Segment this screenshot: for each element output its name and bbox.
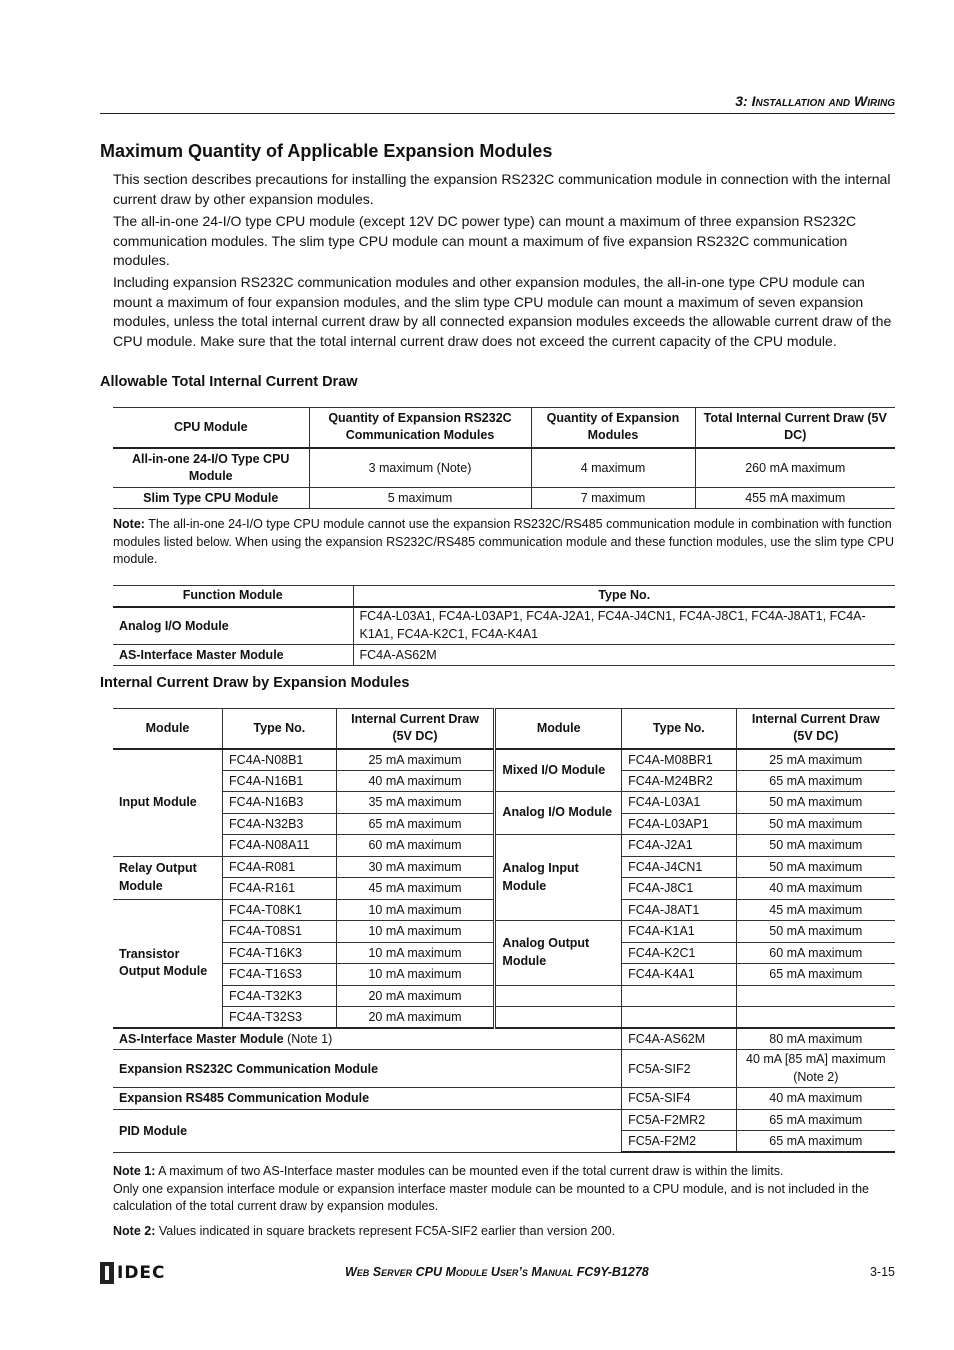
table-row xyxy=(113,921,895,943)
t1-header: Quantity of Expansion RS232C Communication Modules xyxy=(309,408,531,448)
t1-cell: 5 maximum xyxy=(309,488,531,509)
t3-current-draw: 40 mA maximum xyxy=(736,1088,895,1110)
t3-type-no: FC4A-L03AP1 xyxy=(622,813,737,835)
t3-type-no: FC4A-T16K3 xyxy=(223,942,337,964)
t2-cell: FC4A-AS62M xyxy=(353,645,895,666)
footer-title: Web Server CPU Module User’s Manual FC9Y-B1278 xyxy=(345,1265,649,1279)
note-text: Values indicated in square brackets represent FC5A-SIF2 earlier than version 200. xyxy=(155,1224,616,1238)
t3-empty-cell xyxy=(495,985,622,1007)
t3-module-name: AS-Interface Master Module xyxy=(119,1032,284,1046)
note-1 xyxy=(113,1163,896,1216)
t3-current-draw: 65 mA maximum xyxy=(736,1131,895,1153)
t3-module-wide xyxy=(113,1050,622,1088)
t3-current-draw: 80 mA maximum xyxy=(736,1028,895,1050)
t3-module-group: Mixed I/O Module xyxy=(495,749,622,792)
t3-current-draw: 30 mA maximum xyxy=(336,856,495,878)
t3-current-draw: 25 mA maximum xyxy=(736,749,895,771)
t2-cell: FC4A-L03A1, FC4A-L03AP1, FC4A-J2A1, FC4A-J4CN1, FC4A-J8C1, FC4A-J8AT1, FC4A-K1A1, FC4A-K2C1, FC4A-K4A1 xyxy=(353,607,895,645)
current-draw-table xyxy=(113,708,895,1153)
t3-type-no: FC4A-L03A1 xyxy=(622,792,737,814)
table-row xyxy=(113,1088,895,1110)
t3-type-no: FC5A-F2MR2 xyxy=(622,1109,737,1131)
t3-type-no: FC4A-K2C1 xyxy=(622,942,737,964)
t1-header: Quantity of Expansion Modules xyxy=(531,408,695,448)
t1-cell: 260 mA maximum xyxy=(695,448,895,488)
note-label: Note: xyxy=(113,517,145,531)
t3-type-no: FC4A-AS62M xyxy=(622,1028,737,1050)
t3-type-no: FC4A-N16B3 xyxy=(223,792,337,814)
t3-module-note: (Note 1) xyxy=(283,1032,333,1046)
t3-type-no: FC4A-N08B1 xyxy=(223,749,337,771)
function-module-table xyxy=(113,585,895,666)
t1-cell: All-in-one 24-I/O Type CPU Module xyxy=(113,448,309,488)
t3-type-no: FC4A-T08K1 xyxy=(223,899,337,921)
t3-module-group: Input Module xyxy=(113,749,223,857)
t1-cell: 3 maximum (Note) xyxy=(309,448,531,488)
t3-type-no: FC4A-J2A1 xyxy=(622,835,737,857)
t1-cell: 4 maximum xyxy=(531,448,695,488)
t3-type-no: FC4A-T16S3 xyxy=(223,964,337,986)
t3-current-draw: 60 mA maximum xyxy=(336,835,495,857)
t3-current-draw: 40 mA [85 mA] maximum (Note 2) xyxy=(736,1050,895,1088)
t3-type-no: FC4A-J8AT1 xyxy=(622,899,737,921)
t1-cell: Slim Type CPU Module xyxy=(113,488,309,509)
t3-module-wide xyxy=(113,1028,622,1050)
t3-header: Module xyxy=(113,709,223,749)
t3-current-draw: 35 mA maximum xyxy=(336,792,495,814)
t3-type-no: FC4A-K4A1 xyxy=(622,964,737,986)
table-row xyxy=(113,749,895,771)
t3-current-draw: 50 mA maximum xyxy=(736,856,895,878)
note-2 xyxy=(113,1223,896,1241)
t3-header: Internal Current Draw (5V DC) xyxy=(336,709,495,749)
chapter-title: Installation and Wiring xyxy=(751,93,895,109)
t3-type-no: FC4A-R161 xyxy=(223,878,337,900)
t3-type-no: FC4A-J4CN1 xyxy=(622,856,737,878)
t3-empty-cell xyxy=(736,1007,895,1029)
t2-cell: AS-Interface Master Module xyxy=(113,645,353,666)
t3-type-no: FC5A-SIF2 xyxy=(622,1050,737,1088)
t3-current-draw: 65 mA maximum xyxy=(736,964,895,986)
t3-current-draw: 65 mA maximum xyxy=(736,770,895,792)
t3-header: Type No. xyxy=(223,709,337,749)
note-cpu xyxy=(113,516,896,569)
t3-type-no: FC4A-N16B1 xyxy=(223,770,337,792)
paragraph-1: This section describes precautions for installing the expansion RS232C communication module in connection with the internal current draw by other expansion modules. xyxy=(113,171,891,207)
t3-module-group: Analog I/O Module xyxy=(495,792,622,835)
table-row xyxy=(113,792,895,814)
t1-header: CPU Module xyxy=(113,408,309,448)
t3-module-group: Analog Output Module xyxy=(495,921,622,986)
table-row xyxy=(113,985,895,1007)
t3-current-draw: 65 mA maximum xyxy=(736,1109,895,1131)
t1-header: Total Internal Current Draw (5V DC) xyxy=(695,408,895,448)
idec-logo xyxy=(100,1262,166,1284)
t3-current-draw: 50 mA maximum xyxy=(736,813,895,835)
t3-current-draw: 40 mA maximum xyxy=(336,770,495,792)
t3-empty-cell xyxy=(736,985,895,1007)
subheading-draw-by-module: Internal Current Draw by Expansion Modules xyxy=(100,675,410,691)
table-row xyxy=(113,835,895,857)
t2-header: Type No. xyxy=(353,586,895,607)
t3-type-no: FC4A-N08A11 xyxy=(223,835,337,857)
t3-type-no: FC4A-J8C1 xyxy=(622,878,737,900)
note-label: Note 1: xyxy=(113,1164,156,1178)
paragraph-3: Including expansion RS232C communication modules and other expansion modules, the all-in-one type CPU module can mount a maximum of four expansion modules, and the slim type CPU module can mount a maximum of seven expansion modules, unless the total internal current draw by all connected expansion modules exceeds the allowable current draw of the CPU module. Make sure that the total internal current draw does not exceed the current capacity of the CPU module. xyxy=(113,274,892,349)
t3-current-draw: 40 mA maximum xyxy=(736,878,895,900)
t3-current-draw: 10 mA maximum xyxy=(336,964,495,986)
t3-module-group: Analog Input Module xyxy=(495,835,622,921)
logo-text: IDEC xyxy=(117,1263,166,1283)
t3-type-no: FC4A-T32S3 xyxy=(223,1007,337,1029)
t3-header: Internal Current Draw (5V DC) xyxy=(736,709,895,749)
t3-current-draw: 60 mA maximum xyxy=(736,942,895,964)
t3-current-draw: 50 mA maximum xyxy=(736,792,895,814)
t1-cell: 455 mA maximum xyxy=(695,488,895,509)
table-row xyxy=(113,1109,895,1131)
t3-header: Type No. xyxy=(622,709,737,749)
t3-type-no: FC4A-M24BR2 xyxy=(622,770,737,792)
table-row xyxy=(113,1007,895,1029)
table-row xyxy=(113,1028,895,1050)
t3-module-wide xyxy=(113,1109,622,1152)
t3-type-no: FC4A-T32K3 xyxy=(223,985,337,1007)
table-row xyxy=(113,1050,895,1088)
t1-cell: 7 maximum xyxy=(531,488,695,509)
t3-module-group: Relay Output Module xyxy=(113,856,223,899)
t2-header: Function Module xyxy=(113,586,353,607)
note-label: Note 2: xyxy=(113,1224,156,1238)
t3-header: Module xyxy=(495,709,622,749)
logo-mark-icon xyxy=(100,1262,114,1284)
subheading-allowable-draw: Allowable Total Internal Current Draw xyxy=(100,374,358,390)
note-text: A maximum of two AS-Interface master modules can be mounted even if the total current draw is within the limits. xyxy=(155,1164,784,1178)
t3-current-draw: 10 mA maximum xyxy=(336,899,495,921)
t3-current-draw: 45 mA maximum xyxy=(336,878,495,900)
t3-current-draw: 65 mA maximum xyxy=(336,813,495,835)
header-rule xyxy=(100,113,895,114)
t3-module-name: Expansion RS485 Communication Module xyxy=(119,1091,370,1106)
t3-type-no: FC4A-R081 xyxy=(223,856,337,878)
t3-current-draw: 10 mA maximum xyxy=(336,942,495,964)
t3-current-draw: 50 mA maximum xyxy=(736,921,895,943)
t3-empty-cell xyxy=(495,1007,622,1029)
t3-current-draw: 20 mA maximum xyxy=(336,1007,495,1029)
t3-type-no: FC5A-SIF4 xyxy=(622,1088,737,1110)
allowable-draw-table xyxy=(113,407,895,509)
paragraph-2: The all-in-one 24-I/O type CPU module (except 12V DC power type) can mount a maximum of three expansion RS232C communication modules. The slim type CPU module can mount a maximum of five expansion RS232C communication modules. xyxy=(113,213,857,268)
t3-empty-cell xyxy=(622,985,737,1007)
section-title: Maximum Quantity of Applicable Expansion Modules xyxy=(100,141,553,161)
note-text: Only one expansion interface module or expansion interface master module can be mounted to a CPU module, and is not included in the calculation of the total current draw by expansion modules. xyxy=(113,1181,870,1213)
t3-current-draw: 45 mA maximum xyxy=(736,899,895,921)
t2-cell: Analog I/O Module xyxy=(113,607,353,645)
t3-type-no: FC4A-T08S1 xyxy=(223,921,337,943)
t3-type-no: FC5A-F2M2 xyxy=(622,1131,737,1153)
t3-type-no: FC4A-K1A1 xyxy=(622,921,737,943)
t3-current-draw: 25 mA maximum xyxy=(336,749,495,771)
t3-module-group: Transistor Output Module xyxy=(113,899,223,1028)
t3-empty-cell xyxy=(622,1007,737,1029)
t3-module-name: Expansion RS232C Communication Module xyxy=(119,1061,379,1076)
t3-module-name: PID Module xyxy=(119,1123,188,1138)
t3-current-draw: 10 mA maximum xyxy=(336,921,495,943)
t3-current-draw: 50 mA maximum xyxy=(736,835,895,857)
note-text: The all-in-one 24-I/O type CPU module cannot use the expansion RS232C/RS485 communication module in combination with function modules listed below. When using the expansion RS232C/RS485 communication module and these function modules, use the slim type CPU module. xyxy=(113,517,894,566)
t3-current-draw: 20 mA maximum xyxy=(336,985,495,1007)
t3-type-no: FC4A-M08BR1 xyxy=(622,749,737,771)
chapter-number: 3: xyxy=(735,93,748,109)
t3-module-wide xyxy=(113,1088,622,1110)
page-number: 3-15 xyxy=(869,1265,895,1279)
chapter-header xyxy=(735,93,895,109)
t3-type-no: FC4A-N32B3 xyxy=(223,813,337,835)
